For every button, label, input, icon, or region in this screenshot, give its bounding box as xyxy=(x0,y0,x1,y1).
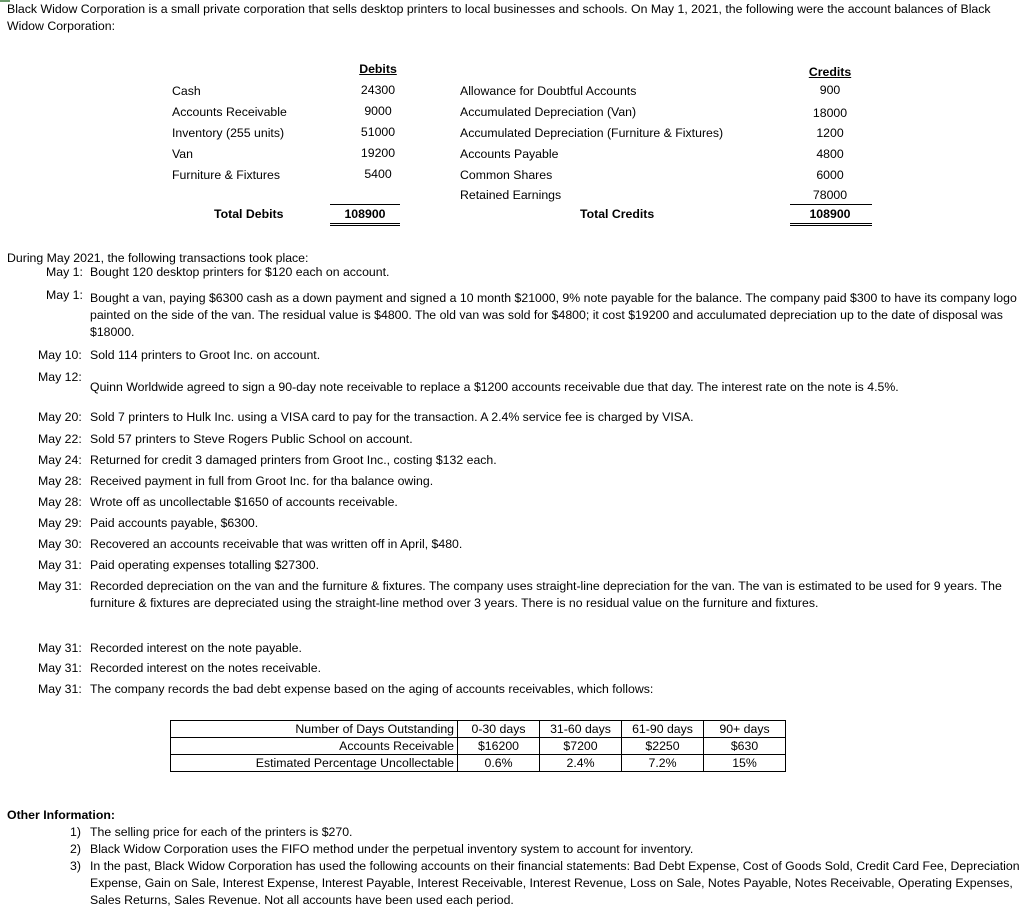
transaction-text: Sold 7 printers to Hulk Inc. using a VISA card to pay for the transaction. A 2.4% service fee is charged by VISA. xyxy=(90,410,694,424)
intro-paragraph: Black Widow Corporation is a small private corporation that sells desktop printers to local businesses and schools. On May 1, 2021, the following were the account balances of Black Widow Corporation: xyxy=(7,2,991,33)
transaction-date: May 28: xyxy=(38,474,82,488)
debit-account-value: 51000 xyxy=(360,125,396,139)
transaction-text: Recorded depreciation on the van and the furniture & fixtures. The company uses straight-line depreciation for the van. The van is estimated to be used for 9 years. The furniture & fixtures are depreciated using the straight-line method over 3 years. There is no residual value on the furniture and fixtures. xyxy=(90,579,1002,610)
list-item-text: Black Widow Corporation uses the FIFO method under the perpetual inventory system to account for inventory. xyxy=(90,842,694,856)
transaction-text: Sold 57 printers to Steve Rogers Public School on account. xyxy=(90,432,413,446)
list-item xyxy=(70,824,1020,841)
total-credits-value: 108900 xyxy=(809,207,851,221)
transaction-date: May 1: xyxy=(46,265,83,279)
transaction-date: May 31: xyxy=(38,558,82,572)
credit-double-rule-1 xyxy=(790,223,872,224)
credit-account-value: 900 xyxy=(819,83,841,97)
transaction-date: May 31: xyxy=(38,641,82,655)
transaction-text: Recorded interest on the notes receivable. xyxy=(90,661,322,675)
aging-cell-ar: $630 xyxy=(704,738,786,755)
list-item-number: 3) xyxy=(70,859,81,873)
credit-account-value: 6000 xyxy=(816,168,844,182)
debit-account-name: Cash xyxy=(172,84,201,98)
transaction-date: May 30: xyxy=(38,537,82,551)
total-debits-label: Total Debits xyxy=(214,207,284,221)
transaction-text: Returned for credit 3 damaged printers from Groot Inc., costing $132 each. xyxy=(90,453,497,467)
aging-row-days xyxy=(171,721,786,738)
aging-column-header: 31-60 days xyxy=(540,721,622,738)
list-item xyxy=(70,858,1020,909)
transactions-intro: During May 2021, the following transactions took place: xyxy=(7,251,309,265)
aging-cell-pct: 2.4% xyxy=(540,755,622,772)
transaction-date: May 24: xyxy=(38,453,82,467)
aging-cell-pct: 0.6% xyxy=(458,755,540,772)
transaction-text: Quinn Worldwide agreed to sign a 90-day note receivable to replace a $1200 accounts receivable due that day. The interest rate on the note is 4.5%. xyxy=(90,380,899,394)
transaction-date: May 31: xyxy=(38,661,82,675)
credit-account-value: 18000 xyxy=(812,106,848,120)
debit-account-name: Inventory (255 units) xyxy=(172,126,285,140)
credit-account-name: Accumulated Depreciation (Van) xyxy=(460,105,637,119)
other-info-title: Other Information: xyxy=(7,808,115,822)
aging-row-label: Number of Days Outstanding xyxy=(171,721,458,738)
aging-row-label: Accounts Receivable xyxy=(171,738,458,755)
credit-account-name: Retained Earnings xyxy=(460,188,562,202)
credit-double-rule-2 xyxy=(790,225,872,226)
aging-table xyxy=(170,720,786,772)
credit-account-value: 1200 xyxy=(816,126,844,140)
transaction-date: May 31: xyxy=(38,579,82,593)
aging-cell-ar: $2250 xyxy=(622,738,704,755)
debit-account-value: 5400 xyxy=(364,167,392,181)
transaction-text: The company records the bad debt expense based on the aging of accounts receivables, which follows: xyxy=(90,682,654,696)
transaction-text: Received payment in full from Groot Inc. for tha balance owing. xyxy=(90,474,434,488)
total-debits-value: 108900 xyxy=(344,207,386,221)
aging-row-pct xyxy=(171,755,786,772)
debit-double-rule-2 xyxy=(330,225,400,226)
aging-cell-pct: 15% xyxy=(704,755,786,772)
transaction-date: May 1: xyxy=(46,288,83,302)
debit-account-name: Accounts Receivable xyxy=(172,105,287,119)
aging-row-ar xyxy=(171,738,786,755)
aging-cell-ar: $7200 xyxy=(540,738,622,755)
credit-total-rule xyxy=(790,204,872,205)
credit-account-name: Common Shares xyxy=(460,168,553,182)
aging-cell-ar: $16200 xyxy=(458,738,540,755)
aging-row-label: Estimated Percentage Uncollectable xyxy=(171,755,458,772)
other-info-list xyxy=(70,824,1020,909)
transaction-text: Sold 114 printers to Groot Inc. on account. xyxy=(90,348,321,362)
debit-account-value: 9000 xyxy=(364,104,392,118)
debit-total-rule xyxy=(330,204,400,205)
transaction-text: Bought 120 desktop printers for $120 each on account. xyxy=(90,265,390,279)
list-item-text: The selling price for each of the printers is $270. xyxy=(90,825,353,839)
debit-double-rule-1 xyxy=(330,223,400,224)
transaction-date: May 29: xyxy=(38,516,82,530)
debit-account-name: Van xyxy=(172,147,193,161)
credit-account-name: Accumulated Depreciation (Furniture & Fixtures) xyxy=(460,126,724,140)
transaction-date: May 10: xyxy=(38,348,82,362)
debits-header: Debits xyxy=(359,62,397,76)
transaction-date: May 12: xyxy=(38,370,82,384)
debit-account-name: Furniture & Fixtures xyxy=(172,168,280,182)
transaction-text: Wrote off as uncollectable $1650 of accounts receivable. xyxy=(90,495,398,509)
credits-header: Credits xyxy=(808,65,852,79)
aging-column-header: 90+ days xyxy=(704,721,786,738)
debit-account-value: 24300 xyxy=(360,83,396,97)
credit-account-name: Accounts Payable xyxy=(460,147,559,161)
list-item-number: 1) xyxy=(70,825,81,839)
transaction-text: Paid accounts payable, $6300. xyxy=(90,516,259,530)
aging-column-header: 0-30 days xyxy=(458,721,540,738)
transaction-date: May 31: xyxy=(38,682,82,696)
aging-cell-pct: 7.2% xyxy=(622,755,704,772)
transaction-date: May 20: xyxy=(38,410,82,424)
list-item xyxy=(70,841,1020,858)
transaction-text: Recorded interest on the note payable. xyxy=(90,641,302,655)
transaction-text: Recovered an accounts receivable that was written off in April, $480. xyxy=(90,537,463,551)
list-item-text: In the past, Black Widow Corporation has used the following accounts on their financial statements: Bad Debt Expense, Cost of Goods Sold, Credit Card Fee, Depreciation Expense, Gain on Sale, Interest Expense, Interest Payable, Interest Receivable, Interest Revenue, Loss on Sale, Notes Payable, Notes Receivable, Operating Expenses, Sales Returns, Sales Revenue. Not all accounts have been used each period. xyxy=(90,859,1020,907)
total-credits-label: Total Credits xyxy=(580,207,655,221)
debit-account-value: 19200 xyxy=(360,146,396,160)
transaction-date: May 22: xyxy=(38,432,82,446)
transaction-date: May 28: xyxy=(38,495,82,509)
transaction-text: Bought a van, paying $6300 cash as a down payment and signed a 10 month $21000, 9% note payable for the balance. The company paid $300 to have its company logo painted on the side of the van. The residual value is $4800. The old van was sold for $4800; it cost $19200 and acculumated depreciation up to the date of disposal was $18000. xyxy=(90,291,1017,339)
credit-account-name: Allowance for Doubtful Accounts xyxy=(460,84,637,98)
credit-account-value: 4800 xyxy=(816,147,844,161)
transaction-text: Paid operating expenses totalling $27300. xyxy=(90,558,320,572)
credit-account-value: 78000 xyxy=(812,188,848,202)
aging-column-header: 61-90 days xyxy=(622,721,704,738)
list-item-number: 2) xyxy=(70,842,81,856)
